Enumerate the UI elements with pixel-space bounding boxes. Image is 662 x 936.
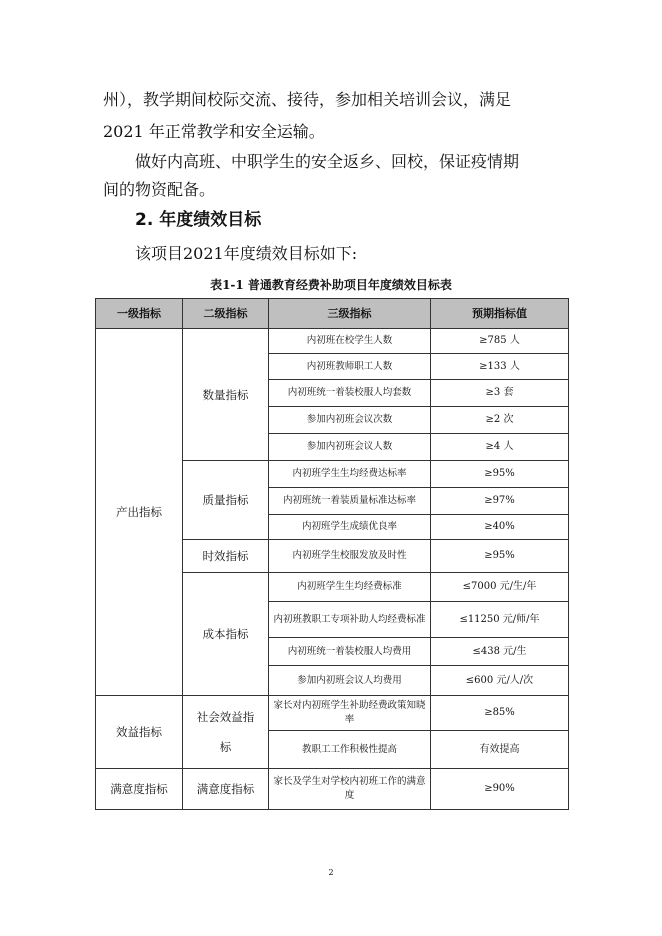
indicator-cell: 内初班学生生均经费标准	[269, 573, 431, 602]
header-level3: 三级指标	[269, 299, 431, 329]
level2-cell: 社会效益指标	[183, 696, 269, 769]
performance-table	[95, 298, 569, 810]
paragraph-line: 州），教学期间校际交流、接待，参加相关培训会议，满足	[103, 90, 512, 109]
section-heading: 2. 年度绩效目标	[135, 210, 262, 230]
value-cell: 有效提高	[431, 731, 569, 769]
value-cell: ≥3 套	[431, 380, 569, 407]
table-row	[96, 329, 569, 354]
indicator-cell: 内初班教师职工人数	[269, 354, 431, 380]
value-cell: ≥785 人	[431, 329, 569, 354]
level2-cell: 满意度指标	[183, 769, 269, 810]
table-header-row	[96, 299, 569, 329]
indicator-cell: 内初班在校学生人数	[269, 329, 431, 354]
indicator-cell: 内初班学生校服发放及时性	[269, 540, 431, 573]
indicator-cell: 参加内初班会议人均费用	[269, 666, 431, 696]
header-target-value: 预期指标值	[431, 299, 569, 329]
value-cell: ≤438 元/生	[431, 638, 569, 666]
indicator-cell: 内初班学生成绩优良率	[269, 515, 431, 540]
indicator-cell: 内初班统一着装质量标准达标率	[269, 488, 431, 515]
value-cell: ≥95%	[431, 461, 569, 488]
indicator-cell: 内初班统一着装校服人均套数	[269, 380, 431, 407]
table-caption: 表1-1 普通教育经费补助项目年度绩效目标表	[210, 278, 452, 292]
value-cell: ≤600 元/人/次	[431, 666, 569, 696]
level2-cell: 时效指标	[183, 540, 269, 573]
paragraph-line: 间的物资配备。	[103, 180, 216, 199]
value-cell: ≥2 次	[431, 407, 569, 434]
value-cell: ≥40%	[431, 515, 569, 540]
paragraph-line: 做好内高班、中职学生的安全返乡、回校，保证疫情期	[135, 152, 520, 171]
table-row	[96, 696, 569, 731]
indicator-cell: 内初班统一着装校服人均费用	[269, 638, 431, 666]
level2-cell: 质量指标	[183, 461, 269, 540]
page-number: 2	[328, 868, 334, 877]
intro-text: 该项目2021年度绩效目标如下:	[135, 244, 358, 263]
level2-cell: 数量指标	[183, 329, 269, 461]
level1-cell: 效益指标	[96, 696, 183, 769]
level1-cell: 满意度指标	[96, 769, 183, 810]
indicator-cell: 家长及学生对学校内初班工作的满意度	[269, 769, 431, 810]
value-cell: ≥133 人	[431, 354, 569, 380]
indicator-cell: 教职工工作积极性提高	[269, 731, 431, 769]
value-cell: ≤7000 元/生/年	[431, 573, 569, 602]
value-cell: ≥90%	[431, 769, 569, 810]
value-cell: ≥4 人	[431, 434, 569, 461]
indicator-cell: 家长对内初班学生补助经费政策知晓率	[269, 696, 431, 731]
level1-cell: 产出指标	[96, 329, 183, 696]
level2-cell: 成本指标	[183, 573, 269, 696]
value-cell: ≥95%	[431, 540, 569, 573]
table-row	[96, 769, 569, 810]
indicator-cell: 参加内初班会议人数	[269, 434, 431, 461]
indicator-cell: 内初班教职工专项补助人均经费标准	[269, 602, 431, 638]
header-level2: 二级指标	[183, 299, 269, 329]
value-cell: ≤11250 元/师/年	[431, 602, 569, 638]
indicator-cell: 参加内初班会议次数	[269, 407, 431, 434]
value-cell: ≥85%	[431, 696, 569, 731]
header-level1: 一级指标	[96, 299, 183, 329]
paragraph-line: 2021 年正常教学和安全运输。	[103, 122, 325, 141]
value-cell: ≥97%	[431, 488, 569, 515]
indicator-cell: 内初班学生生均经费达标率	[269, 461, 431, 488]
